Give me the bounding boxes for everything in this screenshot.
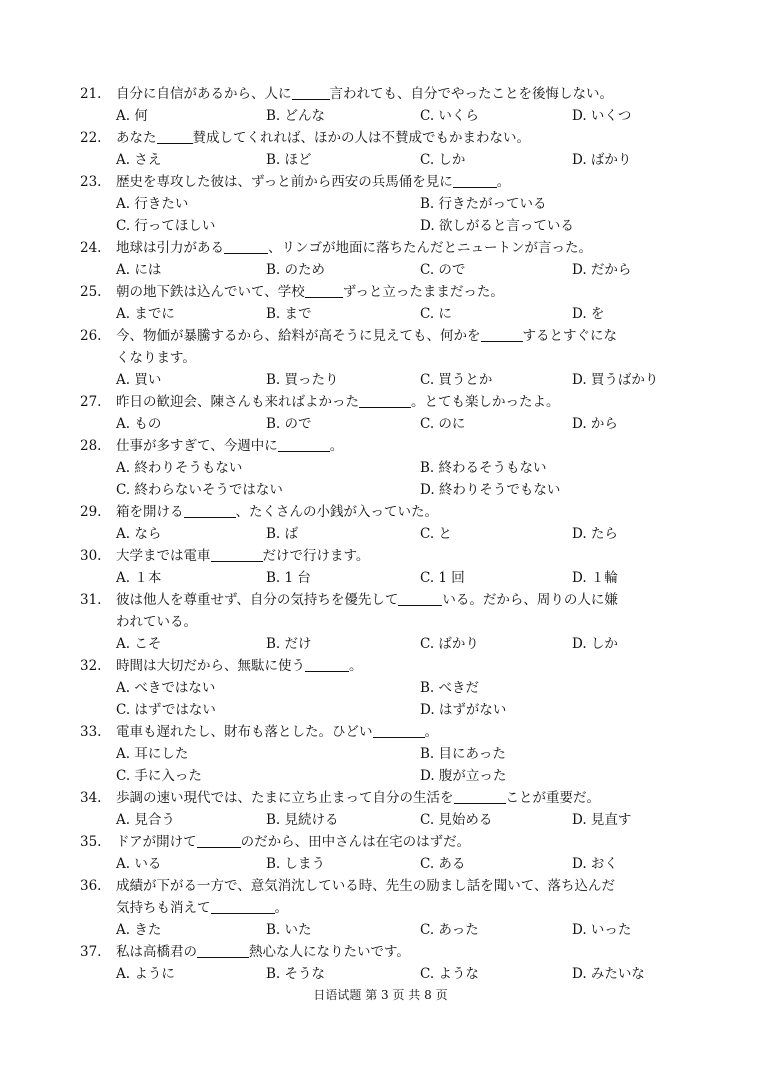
option-b: B. しまう xyxy=(266,856,326,872)
question-text-before: 朝の地下鉄は込んでいて、学校 xyxy=(116,284,305,300)
question-text-after: 。 xyxy=(496,174,511,190)
answer-blank xyxy=(481,327,523,342)
option-d: D. はずがない xyxy=(420,702,507,718)
option-a: A. さえ xyxy=(116,152,162,168)
option-d: D. いくつ xyxy=(572,108,632,124)
question-text-before: 自分に自信があるから、人に xyxy=(116,86,292,102)
option-a: A. までに xyxy=(116,306,175,322)
option-c: C. ような xyxy=(420,966,479,982)
answer-blank xyxy=(211,899,275,914)
question-number: 31. xyxy=(80,592,102,608)
question-stem xyxy=(80,325,617,347)
question-stem xyxy=(80,545,369,567)
question-number: 37. xyxy=(80,944,102,960)
question-stem xyxy=(80,831,470,853)
option-d: D. から xyxy=(572,416,618,432)
answer-blank xyxy=(197,833,241,848)
option-a: A. 見合う xyxy=(116,812,175,828)
question-continuation xyxy=(116,897,288,919)
question-text-after: 賛成してくれれば、ほかの人は不賛成でもかまわない。 xyxy=(192,130,530,146)
answer-blank xyxy=(278,437,330,452)
answer-blank xyxy=(454,789,506,804)
option-c: C. いくら xyxy=(420,108,479,124)
question-text-before: あなた xyxy=(116,130,157,146)
option-d: D. だから xyxy=(572,262,632,278)
option-b: B. 行きたがっている xyxy=(420,196,547,212)
question-text-before: 電車も遅れたし、財布も落とした。ひどい xyxy=(116,724,373,740)
answer-blank xyxy=(211,547,263,562)
option-d: D. たら xyxy=(572,526,618,542)
option-d: D. 買うばかり xyxy=(572,372,659,388)
option-d: D. 見直す xyxy=(572,812,632,828)
option-c: C. と xyxy=(420,526,452,542)
option-c: C. 1 回 xyxy=(420,570,465,586)
question-number: 33. xyxy=(80,724,102,740)
question-number: 34. xyxy=(80,790,102,806)
question-text-before: 今、物価が暴騰するから、給料が高そうに見えても、何かを xyxy=(116,328,481,344)
question-continuation xyxy=(116,347,196,369)
question-text-before: 大学までは電車 xyxy=(116,548,211,564)
question-text-before: 地球は引力がある xyxy=(116,240,224,256)
question-text-after: 。 xyxy=(329,438,344,454)
option-a: A. 終わりそうもない xyxy=(116,460,243,476)
question-stem xyxy=(80,281,504,303)
answer-blank xyxy=(157,129,193,144)
question-text-after: のだから、田中さんは在宅のはずだ。 xyxy=(240,834,471,850)
question-text-after: ことが重要だ。 xyxy=(505,790,600,806)
question-stem xyxy=(80,501,438,523)
question-text-before: 昨日の歓迎会、陳さんも来ればよかった xyxy=(116,394,359,410)
option-c: C. 買うとか xyxy=(420,372,493,388)
question-text-before: 彼は他人を尊重せず、自分の気持ちを優先して xyxy=(116,592,399,608)
answer-blank xyxy=(305,657,349,672)
answer-blank xyxy=(398,591,442,606)
question-stem xyxy=(80,171,510,193)
option-b: B. 見続ける xyxy=(266,812,339,828)
question-text-after: 。とても楽しかったよ。 xyxy=(411,394,560,410)
option-c: C. 見始める xyxy=(420,812,493,828)
question-number: 24. xyxy=(80,240,102,256)
option-d: D. いった xyxy=(572,922,632,938)
option-a: A. 耳にした xyxy=(116,746,189,762)
question-continuation xyxy=(116,611,197,633)
option-d: D. １輪 xyxy=(572,570,618,586)
question-stem xyxy=(80,875,615,897)
question-stem xyxy=(80,721,438,743)
question-stem xyxy=(80,237,592,259)
option-a: A. もの xyxy=(116,416,162,432)
question-text-before: ドアが開けて xyxy=(116,834,197,850)
option-c: C. しか xyxy=(420,152,466,168)
question-text-before: 箱を開ける xyxy=(116,504,184,520)
option-c: C. に xyxy=(420,306,452,322)
question-text-after: 。 xyxy=(424,724,438,740)
option-a: A. いる xyxy=(116,856,162,872)
option-c: C. のに xyxy=(420,416,466,432)
option-d: D. 終わりそうでもない xyxy=(420,482,561,498)
question-stem xyxy=(80,589,618,611)
question-number: 30. xyxy=(80,548,102,564)
question-text-continued: くなります。 xyxy=(116,350,196,366)
option-d: D. しか xyxy=(572,636,618,652)
question-text-before: 成績が下がる一方で、意気消沈している時、先生の励まし話を聞いて、落ち込んだ xyxy=(116,878,615,894)
question-text-after: 、リンゴが地面に落ちたんだとニュートンが言った。 xyxy=(268,240,592,256)
question-stem xyxy=(80,655,363,677)
option-c: C. ある xyxy=(420,856,466,872)
option-c: C. ので xyxy=(420,262,466,278)
question-stem xyxy=(80,941,410,963)
question-text-continued-end: 。 xyxy=(274,900,288,916)
option-d: D. 欲しがると言っている xyxy=(420,218,574,234)
answer-blank xyxy=(359,393,411,408)
question-number: 21. xyxy=(80,86,102,102)
question-text-after: だけで行けます。 xyxy=(262,548,370,564)
option-d: D. おく xyxy=(572,856,618,872)
option-b: B. ば xyxy=(266,526,299,542)
option-b: B. そうな xyxy=(266,966,326,982)
option-b: B. だけ xyxy=(266,636,312,652)
option-c: C. 行ってほしい xyxy=(116,218,216,234)
option-a: A. なら xyxy=(116,526,162,542)
question-text-after: するとすぐにな xyxy=(522,328,617,344)
question-text-after: 言われても、自分でやったことを後悔しない。 xyxy=(329,86,613,102)
question-text-before: 時間は大切だから、無駄に使う xyxy=(116,658,305,674)
option-c: C. あった xyxy=(420,922,479,938)
option-b: B. ほど xyxy=(266,152,312,168)
option-a: A. べきではない xyxy=(116,680,216,696)
question-text-after: 、たくさんの小銭が入っていた。 xyxy=(235,504,438,520)
option-b: B. 終わるそうもない xyxy=(420,460,547,476)
answer-blank xyxy=(184,503,236,518)
question-number: 29. xyxy=(80,504,102,520)
question-number: 26. xyxy=(80,328,102,344)
option-d: D. ばかり xyxy=(572,152,632,168)
question-stem xyxy=(80,83,613,105)
option-b: B. のため xyxy=(266,262,326,278)
question-text-before: 私は高橋君の xyxy=(116,944,197,960)
question-number: 35. xyxy=(80,834,102,850)
question-number: 23. xyxy=(80,174,102,190)
option-b: B. ので xyxy=(266,416,312,432)
option-c: C. はずではない xyxy=(116,702,216,718)
question-stem xyxy=(80,127,530,149)
answer-blank xyxy=(197,943,249,958)
option-b: B. どんな xyxy=(266,108,326,124)
option-a: A. １本 xyxy=(116,570,162,586)
question-number: 28. xyxy=(80,438,102,454)
question-number: 27. xyxy=(80,394,102,410)
option-a: A. 何 xyxy=(116,108,148,124)
question-text-continued: われている。 xyxy=(116,614,197,630)
question-text-after: 。 xyxy=(349,658,363,674)
question-stem xyxy=(80,391,560,413)
option-b: B. べきだ xyxy=(420,680,480,696)
answer-blank xyxy=(305,283,343,298)
question-number: 25. xyxy=(80,284,102,300)
option-d: D. みたいな xyxy=(572,966,645,982)
option-c: C. ばかり xyxy=(420,636,479,652)
option-a: A. には xyxy=(116,262,162,278)
option-c: C. 手に入った xyxy=(116,768,202,784)
question-text-before: 歴史を専攻した彼は、ずっと前から西安の兵馬俑を見に xyxy=(116,174,453,190)
answer-blank xyxy=(224,239,268,254)
question-number: 32. xyxy=(80,658,102,674)
option-b: B. 買ったり xyxy=(266,372,339,388)
option-b: B. いた xyxy=(266,922,312,938)
option-b: B. 目にあった xyxy=(420,746,506,762)
page-footer: 日语试题 第 3 页 共 8 页 xyxy=(313,988,448,1002)
option-a: A. きた xyxy=(116,922,162,938)
option-b: B. 1 台 xyxy=(266,570,311,586)
option-a: A. 買い xyxy=(116,372,162,388)
option-a: A. 行きたい xyxy=(116,196,189,212)
question-text-before: 仕事が多すぎて、今週中に xyxy=(116,438,278,454)
question-text-continued: 気持ちも消えて xyxy=(116,900,211,916)
option-b: B. まで xyxy=(266,306,312,322)
option-d: D. 腹が立った xyxy=(420,768,507,784)
question-text-before: 歩調の速い現代では、たまに立ち止まって自分の生活を xyxy=(116,790,454,806)
question-stem xyxy=(80,787,600,809)
question-number: 22. xyxy=(80,130,102,146)
question-text-after: 熱心な人になりたいです。 xyxy=(249,944,410,960)
option-c: C. 終わらないそうではない xyxy=(116,482,283,498)
option-d: D. を xyxy=(572,306,605,322)
answer-blank xyxy=(453,173,497,188)
question-text-after: ずっと立ったままだった。 xyxy=(342,284,504,300)
answer-blank xyxy=(373,723,425,738)
question-number: 36. xyxy=(80,878,102,894)
question-text-after: いる。だから、周りの人に嫌 xyxy=(442,592,618,608)
option-a: A. ように xyxy=(116,966,175,982)
answer-blank xyxy=(292,85,330,100)
option-a: A. こそ xyxy=(116,636,162,652)
question-stem xyxy=(80,435,343,457)
